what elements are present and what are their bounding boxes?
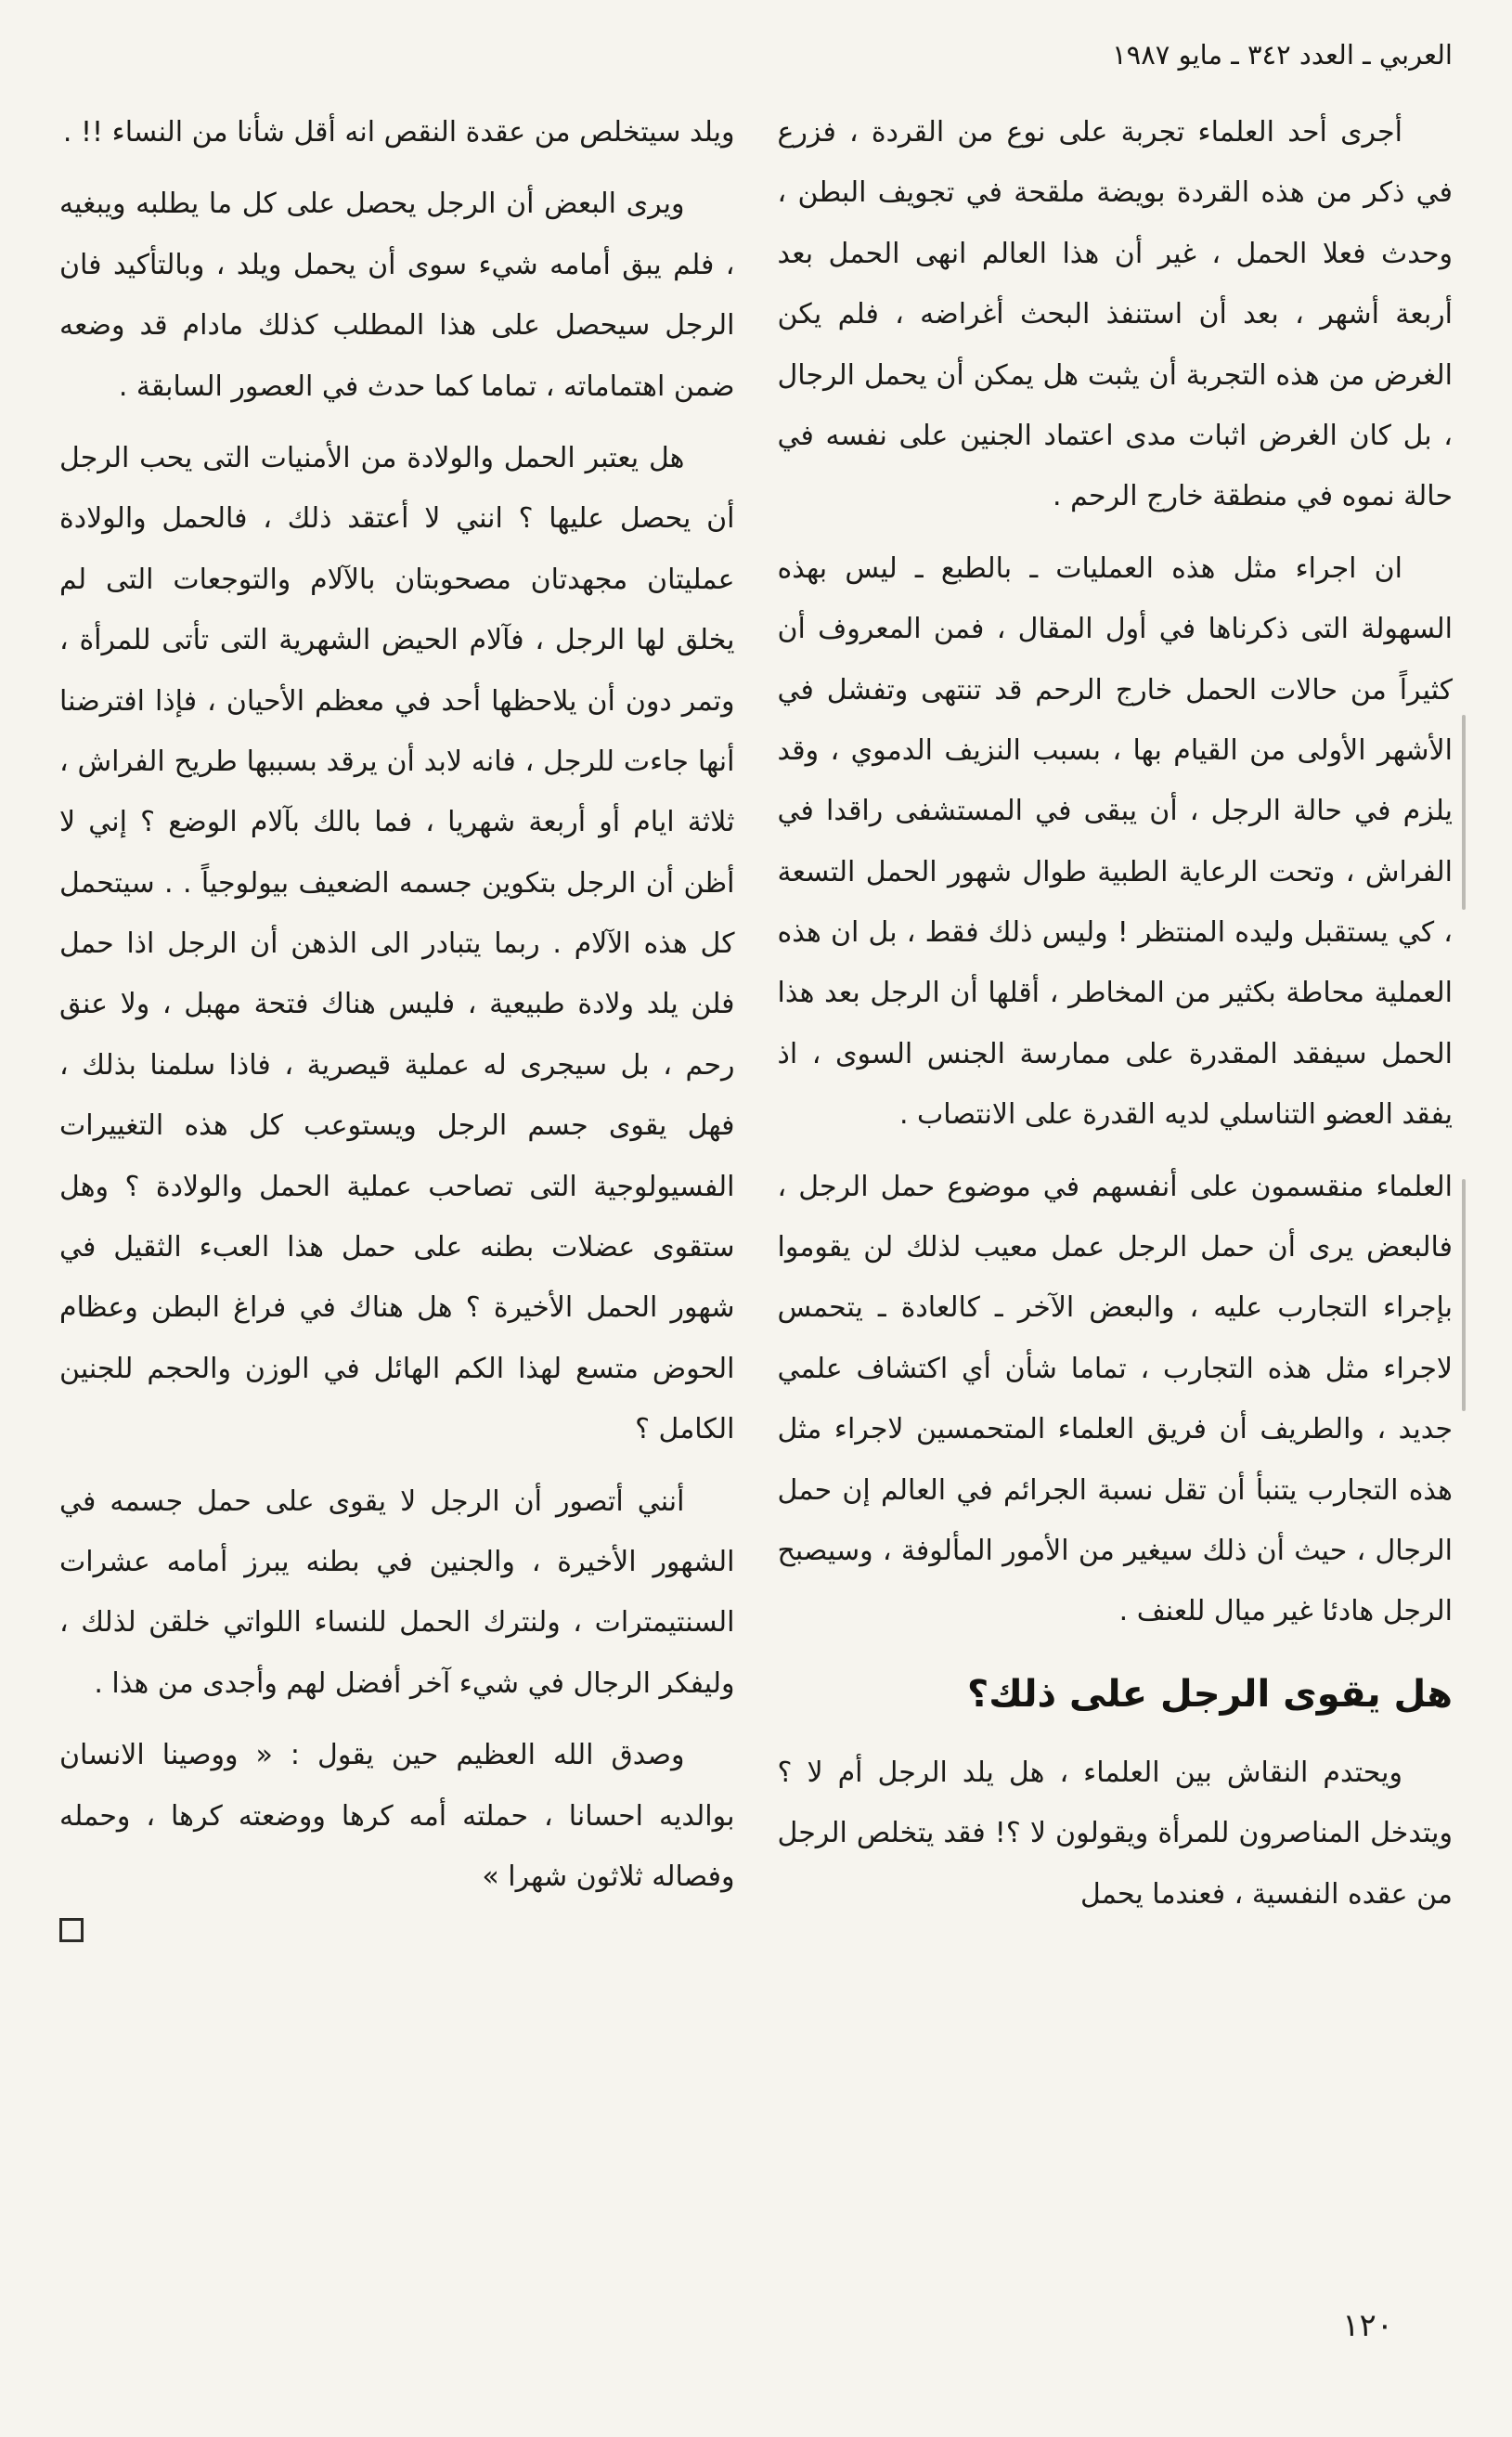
column-right [778, 102, 1454, 1936]
article-paragraph: أنني أتصور أن الرجل لا يقوى على حمل جسمه في الشهور الأخيرة ، والجنين في بطنه يبرز أمامه عشرات السنتيمترات ، ولنترك الحمل للنساء اللواتي خلقن لذلك ، وليفكر الرجال في شيء آخر أفضل لهم وأجدى من هذا . [59, 1484, 735, 1700]
end-of-article-marker-icon [59, 1918, 84, 1942]
section-heading: هل يقوى الرجل على ذلك؟ [967, 1672, 1453, 1716]
article-paragraph: أجرى أحد العلماء تجربة على نوع من القردة ، فزرع في ذكر من هذه القردة بويضة ملقحة في تجويف البطن ، وحدث فعلا الحمل ، غير أن هذا العالم انهى الحمل بعد أربعة أشهر ، بعد أن استنفذ البحث أغراضه ، فلم يكن الغرض من هذه التجربة أن يثبت هل يمكن أن يحمل الرجال ، بل كان الغرض اثبات مدى اعتماد الجنين على نفسه في حالة نموه في منطقة خارج الرحم . [777, 116, 1453, 513]
quote-paragraph: وصدق الله العظيم حين يقول : « ووصينا الانسان بوالديه احسانا ، حملته أمه كرها ووضعته كرها ، وحمله وفصاله ثلاثون شهرا » [59, 1739, 735, 1893]
end-of-article-row [59, 1918, 735, 1948]
column-left [59, 102, 735, 1948]
page-number: ١٢٠ [1342, 2307, 1393, 2344]
article-paragraph: ويحتدم النقاش بين العلماء ، هل يلد الرجل أم لا ؟ ويتدخل المناصرون للمرأة ويقولون لا ؟! فقد يتخلص الرجل من عقده النفسية ، فعندما يحمل [777, 1756, 1453, 1911]
magazine-issue-line: العربي ـ العدد ٣٤٢ ـ مايو ١٩٨٧ [1112, 39, 1453, 71]
article-paragraph: ان اجراء مثل هذه العمليات ـ بالطبع ـ ليس بهذه السهولة التى ذكرناها في أول المقال ، فمن المعروف أن كثيراً من حالات الحمل خارج الرحم قد تنتهى وتفشل في الأشهر الأولى من القيام بها ، بسبب النزيف الدموي ، وقد يلزم في حالة الرجل ، أن يبقى في المستشفى راقدا في الفراش ، وتحت الرعاية الطبية طوال شهور الحمل التسعة ، كي يستقبل وليده المنتظر ! وليس ذلك فقط ، بل ان هذه العملية محاطة بكثير من المخاطر ، أقلها أن الرجل بعد هذا الحمل سيفقد المقدرة على ممارسة الجنس السوى ، اذ يفقد العضو التناسلي لديه القدرة على الانتصاب . [777, 551, 1453, 1132]
scan-artifact [1462, 715, 1466, 910]
article-paragraph: ويلد سيتخلص من عقدة النقص انه أقل شأنا من النساء !! . [62, 116, 735, 149]
article-paragraph: ويرى البعض أن الرجل يحصل على كل ما يطلبه ويبغيه ، فلم يبق أمامه شيء سوى أن يحمل ويلد ، وبالتأكيد فان الرجل سيحصل على هذا المطلب كذلك مادام قد وضعه ضمن اهتماماته ، تماما كما حدث في العصور السابقة . [59, 188, 735, 403]
article-body [59, 102, 1453, 1948]
page-header [59, 33, 1453, 71]
article-paragraph: هل يعتبر الحمل والولادة من الأمنيات التى يحب الرجل أن يحصل عليها ؟ انني لا أعتقد ذلك ، فالحمل والولادة عمليتان مجهدتان مصحوبتان بالآلام والتوجعات التى لم يخلق لها الرجل ، فآلام الحيض الشهرية التى تأتى للمرأة ، وتمر دون أن يلاحظها أحد في معظم الأحيان ، فإذا افترضنا أنها جاءت للرجل ، فانه لابد أن يرقد بسببها طريح الفراش ، ثلاثة ايام أو أربعة شهريا ، فما بالك بآلام الوضع ؟ إني لا أظن أن الرجل بتكوين جسمه الضعيف بيولوجياً . . سيتحمل كل هذه الآلام . ربما يتبادر الى الذهن أن الرجل اذا حمل فلن يلد ولادة طبيعية ، فليس هناك فتحة مهبل ، ولا عنق رحم ، بل سيجرى له عملية قيصرية ، فاذا سلمنا بذلك ، فهل يقوى جسم الرجل ويستوعب كل هذه التغييرات الفسيولوجية التى تصاحب عملية الحمل والولادة ؟ وهل ستقوى عضلات بطنه على حمل هذا العبء الثقيل في شهور الحمل الأخيرة ؟ هل هناك في فراغ البطن وعظام الحوض متسع لهذا الكم الهائل في الوزن والحجم للجنين الكامل ؟ [59, 441, 735, 1446]
scan-artifact [1462, 1179, 1466, 1411]
article-paragraph: العلماء منقسمون على أنفسهم في موضوع حمل الرجل ، فالبعض يرى أن حمل الرجل عمل معيب لذلك لن يقوموا بإجراء التجارب عليه ، والبعض الآخر ـ كالعادة ـ يتحمس لاجراء مثل هذه التجارب ، تماما شأن أي اكتشاف علمي جديد ، والطريف أن فريق العلماء المتحمسين لاجراء مثل هذه التجارب يتنبأ أن تقل نسبة الجرائم في العالم إن حمل الرجال ، حيث أن ذلك سيغير من الأمور المألوفة ، وسيصبح الرجل هادئا غير ميال للعنف . [777, 1170, 1453, 1628]
